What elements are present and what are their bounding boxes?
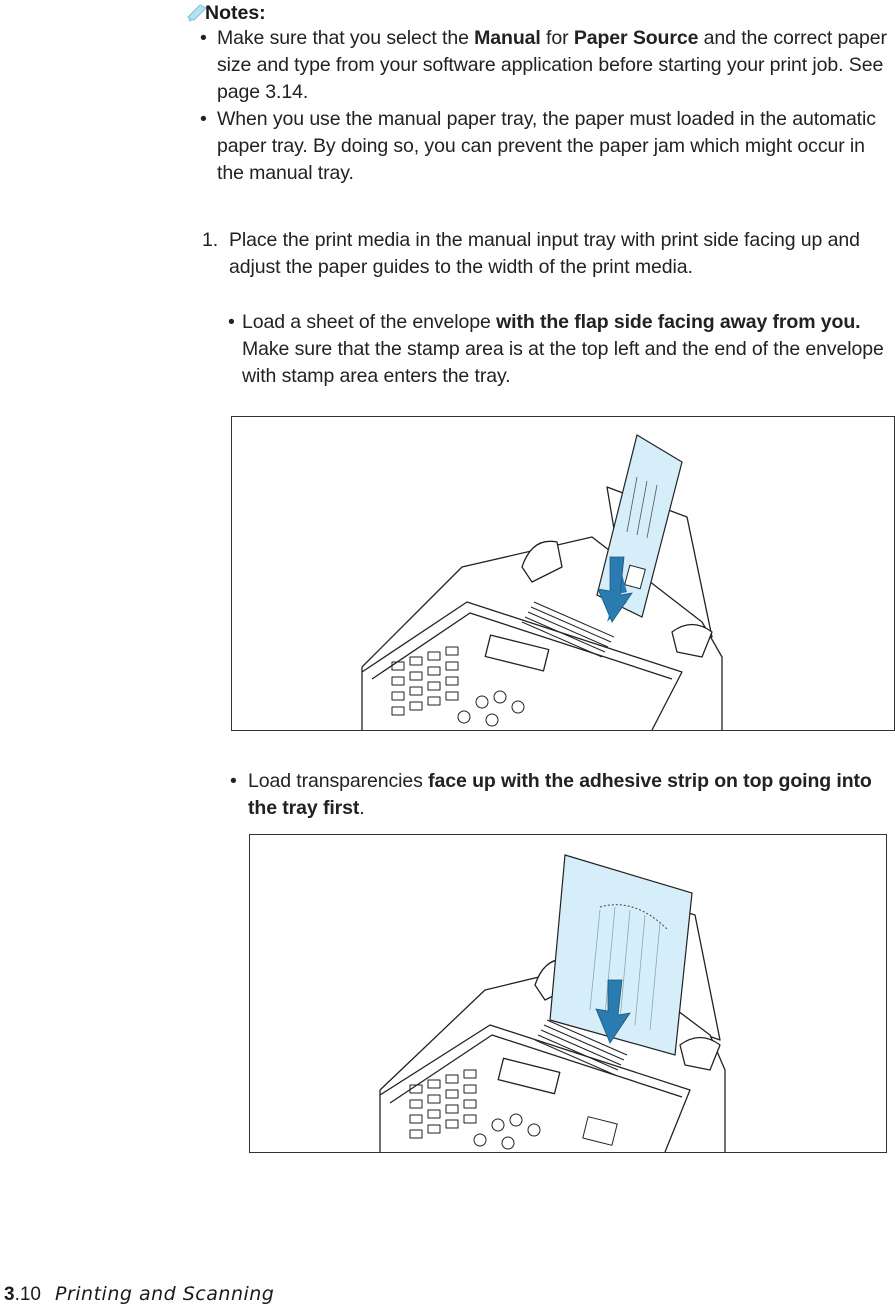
notes-title: Notes: <box>205 2 266 24</box>
printer-transparency-drawing <box>250 835 886 1152</box>
note-text: and the correct paper size and type from your software application before starting your print job. See page 3.14. <box>217 27 887 103</box>
note-text: Make sure that you select the <box>217 27 475 49</box>
instruction-text: Load a sheet of the envelope <box>242 311 497 333</box>
section-title: Printing and Scanning <box>55 1283 275 1305</box>
note-text: When you use the manual paper tray, the paper must loaded in the automatic paper tray. By doing so, you can prevent the paper jam which might occur in the manual tray. <box>217 108 876 184</box>
transparency-loading-illustration <box>249 834 887 1153</box>
page-number: .10 <box>14 1284 41 1305</box>
step-1 <box>202 227 882 281</box>
note-emphasis-manual: Manual <box>474 27 541 49</box>
instruction-emphasis: with the flap side facing away from you. <box>496 311 861 333</box>
printer-envelope-drawing <box>232 417 894 730</box>
instruction-text: . <box>359 797 365 819</box>
step-number: 1. <box>202 229 219 251</box>
note-bullet: • <box>200 27 207 49</box>
note-bullet: • <box>200 108 207 130</box>
instruction-emphasis: face up with the adhesive strip on top going into the tray first <box>248 770 872 819</box>
bullet: • <box>228 311 235 333</box>
envelope-instruction <box>228 309 888 390</box>
note-emphasis-paper-source: Paper Source <box>573 27 699 49</box>
bullet: • <box>230 770 237 792</box>
note-item <box>200 106 890 187</box>
instruction-text: Make sure that the stamp area is at the top left and the end of the envelope with stamp area enters the tray. <box>242 338 884 387</box>
page-footer <box>4 1282 274 1307</box>
page-number-chapter: 3 <box>4 1284 15 1305</box>
note-item <box>200 25 890 106</box>
step-text: Place the print media in the manual input tray with print side facing up and adjust the paper guides to the width of the print media. <box>229 229 860 278</box>
transparency-instruction <box>230 768 890 822</box>
instruction-text: Load transparencies <box>248 770 429 792</box>
note-text: for <box>540 27 574 49</box>
envelope-loading-illustration <box>231 416 895 731</box>
